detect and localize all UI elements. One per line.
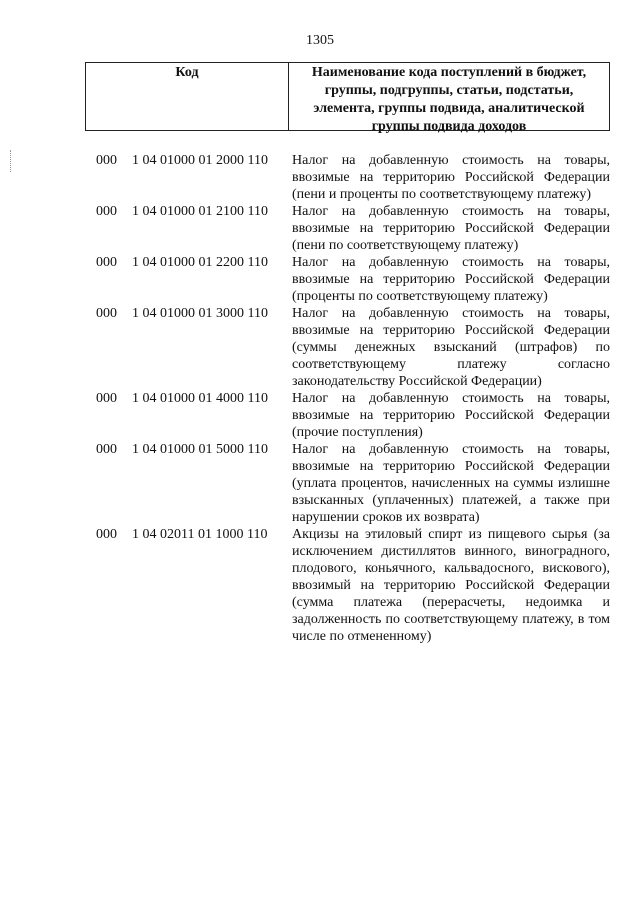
table-row <box>96 254 610 305</box>
revenue-description: Налог на добавленную стоимость на товары, ввозимые на территорию Российской Федерации (пени и проценты по соответствующему платежу) <box>292 153 610 202</box>
table-row <box>96 441 610 526</box>
admin-code: 000 <box>96 204 117 219</box>
revenue-code: 1 04 01000 01 2100 110 <box>132 204 268 219</box>
admin-code: 000 <box>96 527 117 542</box>
admin-code: 000 <box>96 153 117 168</box>
scan-artifact <box>10 150 12 172</box>
admin-code: 000 <box>96 391 117 406</box>
admin-code: 000 <box>96 442 117 457</box>
table-row <box>96 305 610 390</box>
table-row <box>96 152 610 203</box>
name-column-header: Наименование кода поступлений в бюджет, группы, подгруппы, статьи, подстатьи, элемента, группы подвида, аналитической группы подвида доходов <box>311 65 587 134</box>
admin-code: 000 <box>96 255 117 270</box>
revenue-code: 1 04 02011 01 1000 110 <box>132 527 268 542</box>
table-row <box>96 390 610 441</box>
revenue-code: 1 04 01000 01 2200 110 <box>132 255 268 270</box>
revenue-description: Налог на добавленную стоимость на товары, ввозимые на территорию Российской Федерации (пени по соответствующему платежу) <box>292 204 610 253</box>
revenue-code: 1 04 01000 01 4000 110 <box>132 391 268 406</box>
code-column-header: Код <box>86 63 289 130</box>
table-row <box>96 203 610 254</box>
revenue-description: Налог на добавленную стоимость на товары, ввозимые на территорию Российской Федерации (проценты по соответствующему платежу) <box>292 255 610 304</box>
revenue-description: Налог на добавленную стоимость на товары, ввозимые на территорию Российской Федерации (прочие поступления) <box>292 391 610 440</box>
table-row <box>96 526 610 645</box>
revenue-code-list <box>96 152 610 645</box>
admin-code: 000 <box>96 306 117 321</box>
revenue-code: 1 04 01000 01 2000 110 <box>132 153 268 168</box>
revenue-description: Налог на добавленную стоимость на товары, ввозимые на территорию Российской Федерации (уплата процентов, начисленных на суммы излишне взысканных (уплаченных) платежей, а также при нарушении сроков их возврата) <box>292 442 610 525</box>
page-number: 1305 <box>306 33 334 48</box>
revenue-code: 1 04 01000 01 3000 110 <box>132 306 268 321</box>
revenue-description: Акцизы на этиловый спирт из пищевого сырья (за исключением дистиллятов винного, виноградного, плодового, коньячного, кальвадосного, вискового), ввозимый на территорию Российской Федерации (сумма платежа (перерасчеты, недоимка и задолженность по соответствующему платежу, в том числе по отмененному) <box>292 527 610 644</box>
table-header <box>85 62 610 134</box>
revenue-code: 1 04 01000 01 5000 110 <box>132 442 268 457</box>
revenue-description: Налог на добавленную стоимость на товары, ввозимые на территорию Российской Федерации (суммы денежных взысканий (штрафов) по соответствующему платежу согласно законодательству Российской Федерации) <box>292 306 610 389</box>
